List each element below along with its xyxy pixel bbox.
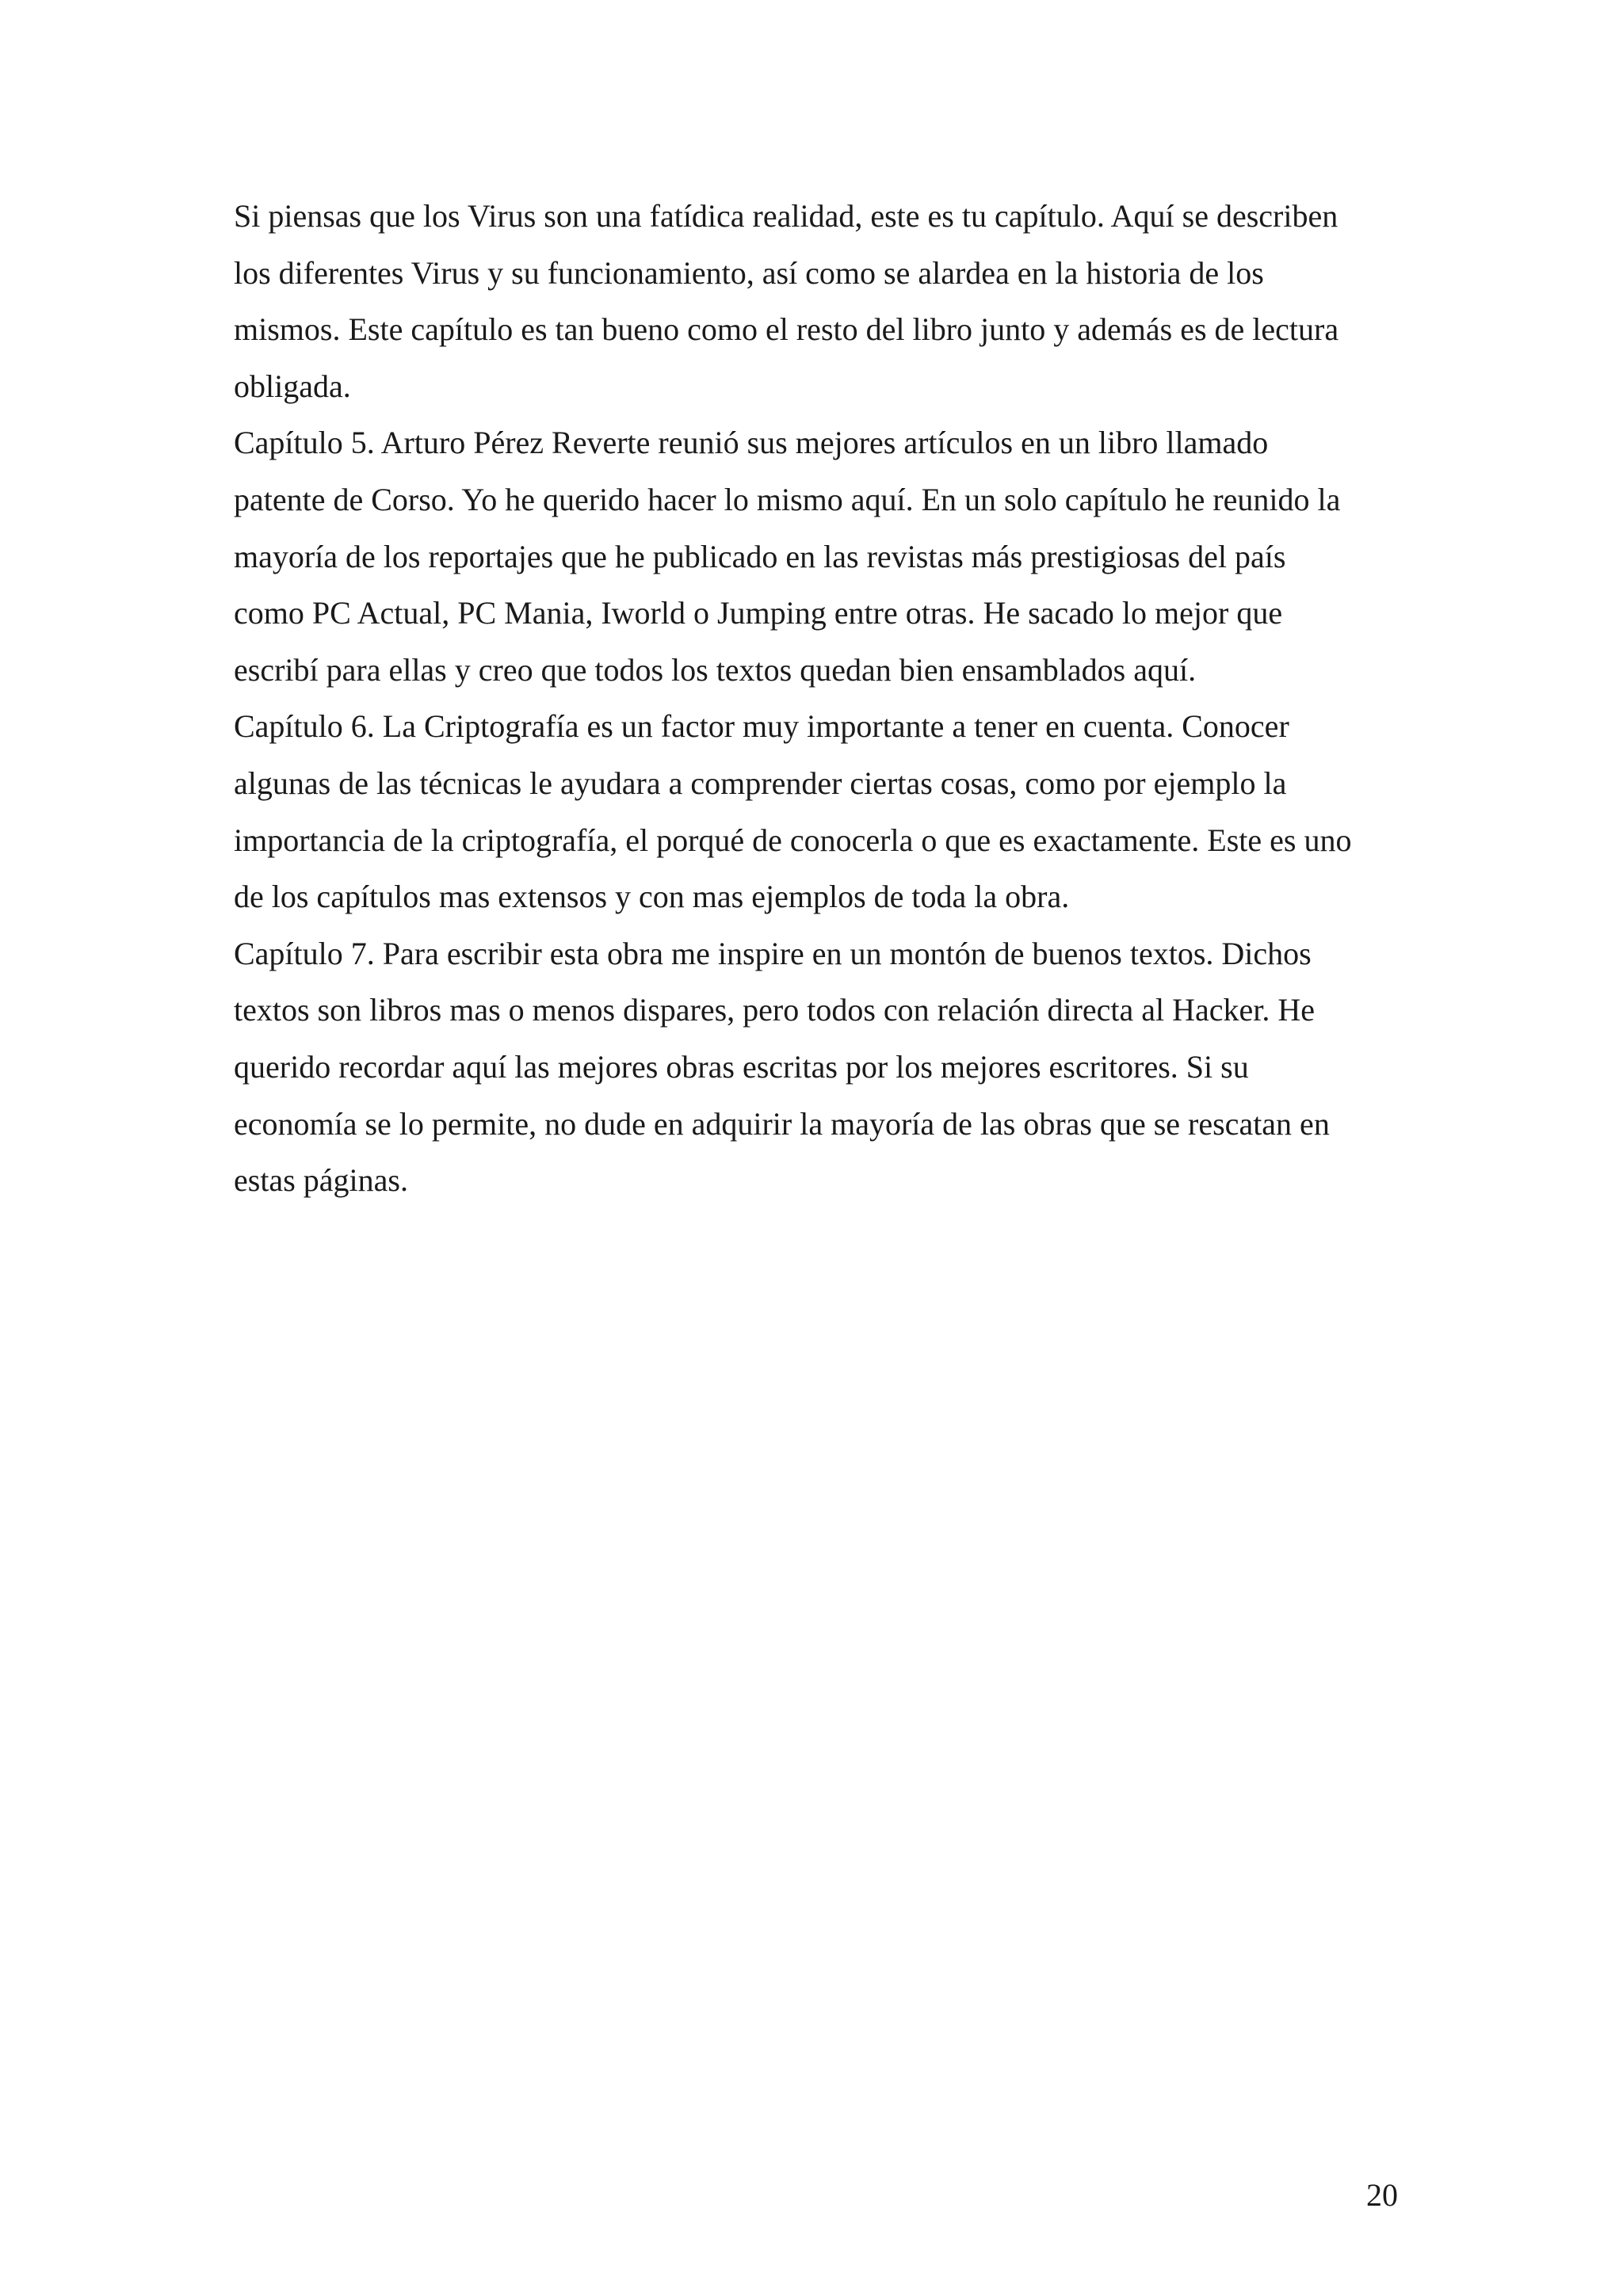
text-line: de los capítulos mas extensos y con mas ejemplos de toda la obra.: [234, 879, 1070, 915]
text-line: Si piensas que los Virus son una fatídica realidad, este es tu capítulo. Aquí se describen: [234, 198, 1338, 234]
text-line: economía se lo permite, no dude en adquirir la mayoría de las obras que se rescatan en: [234, 1105, 1330, 1142]
text-line: mayoría de los reportajes que he publicado en las revistas más prestigiosas del país: [234, 538, 1286, 574]
text-line: obligada.: [234, 368, 351, 404]
text-line: mismos. Este capítulo es tan bueno como el resto del libro junto y además es de lectura: [234, 311, 1339, 348]
page-number: 20: [1366, 2177, 1398, 2213]
text-line: los diferentes Virus y su funcionamiento, así como se alardea en la historia de los: [234, 254, 1264, 291]
text-line: Capítulo 6. La Criptografía es un factor muy importante a tener en cuenta. Conocer: [234, 708, 1289, 745]
text-line: escribí para ellas y creo que todos los textos quedan bien ensamblados aquí.: [234, 651, 1197, 688]
text-line: Capítulo 5. Arturo Pérez Reverte reunió sus mejores artículos en un libro llamado: [234, 425, 1269, 461]
text-line: estas páginas.: [234, 1162, 408, 1199]
text-line: como PC Actual, PC Mania, Iworld o Jumping entre otras. He sacado lo mejor que: [234, 595, 1283, 631]
text-line: importancia de la criptografía, el porqué de conocerla o que es exactamente. Este es uno: [234, 822, 1352, 858]
text-line: patente de Corso. Yo he querido hacer lo mismo aquí. En un solo capítulo he reunido la: [234, 481, 1341, 517]
text-line: querido recordar aquí las mejores obras escritas por los mejores escritores. Si su: [234, 1048, 1249, 1085]
body-text: [234, 188, 1423, 1209]
text-line: textos son libros mas o menos dispares, pero todos con relación directa al Hacker. He: [234, 992, 1316, 1028]
text-line: algunas de las técnicas le ayudara a comprender ciertas cosas, como por ejemplo la: [234, 765, 1287, 801]
text-line: Capítulo 7. Para escribir esta obra me inspire en un montón de buenos textos. Dichos: [234, 935, 1312, 971]
